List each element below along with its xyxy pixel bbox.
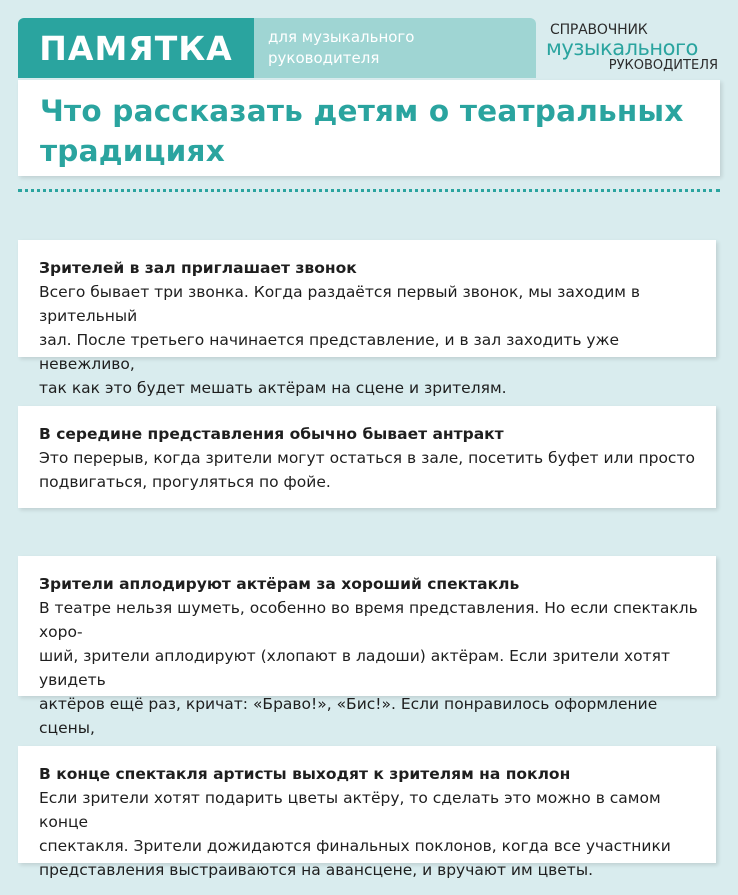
section-heading: В конце спектакля артисты выходят к зрителям на поклон xyxy=(39,765,571,783)
section-heading: Зрителей в зал приглашает звонок xyxy=(39,259,357,277)
title-card xyxy=(18,80,720,176)
brand-line-1: СПРАВОЧНИК xyxy=(550,22,648,38)
audience-subtitle xyxy=(254,18,536,78)
brand-logo xyxy=(544,22,720,73)
section-card-bow xyxy=(18,746,716,879)
section-card-intermission xyxy=(18,406,716,508)
audience-subtitle-line2: руководителя xyxy=(268,49,380,67)
page-title: Что рассказать детям о театральных традициях xyxy=(40,94,684,168)
memo-tab-label: ПАМЯТКА xyxy=(39,28,233,68)
brand-line-3: РУКОВОДИТЕЛЯ xyxy=(608,58,718,73)
dotted-divider xyxy=(18,189,720,192)
section-card-bell xyxy=(18,240,716,397)
section-text: Если зрители хотят подарить цветы актёру, то сделать это можно в самом конце спектакля. Зрители дожидаются финальных поклонов, когда все участники представления выстраиваются на авансцене, и вручают им цветы. xyxy=(39,789,671,879)
section-heading: Зрители аплодируют актёрам за хороший спектакль xyxy=(39,575,520,593)
memo-tab xyxy=(18,18,254,78)
section-text: В театре нельзя шуметь, особенно во время представления. Но если спектакль хоро- ший, зрители аплодируют (хлопают в ладоши) актёрам. Если зрители хотят увидеть актёров ещё раз, кричат: «Браво!», «Бис!». Если понравилось оформление сцены, xyxy=(39,599,698,737)
section-text: Это перерыв, когда зрители могут остаться в зале, посетить буфет или просто подвигаться, прогуляться по фойе. xyxy=(39,449,695,491)
section-card-applause xyxy=(18,556,716,737)
audience-subtitle-line1: для музыкального xyxy=(268,28,415,46)
section-heading: В середине представления обычно бывает антракт xyxy=(39,425,504,443)
section-text: Всего бывает три звонка. Когда раздаётся первый звонок, мы заходим в зрительный зал. После третьего начинается представление, и в зал заходить уже невежливо, так как это будет мешать актёрам на сцене и зрителям. xyxy=(39,283,641,397)
brand-line-2: музыкального xyxy=(546,36,698,60)
